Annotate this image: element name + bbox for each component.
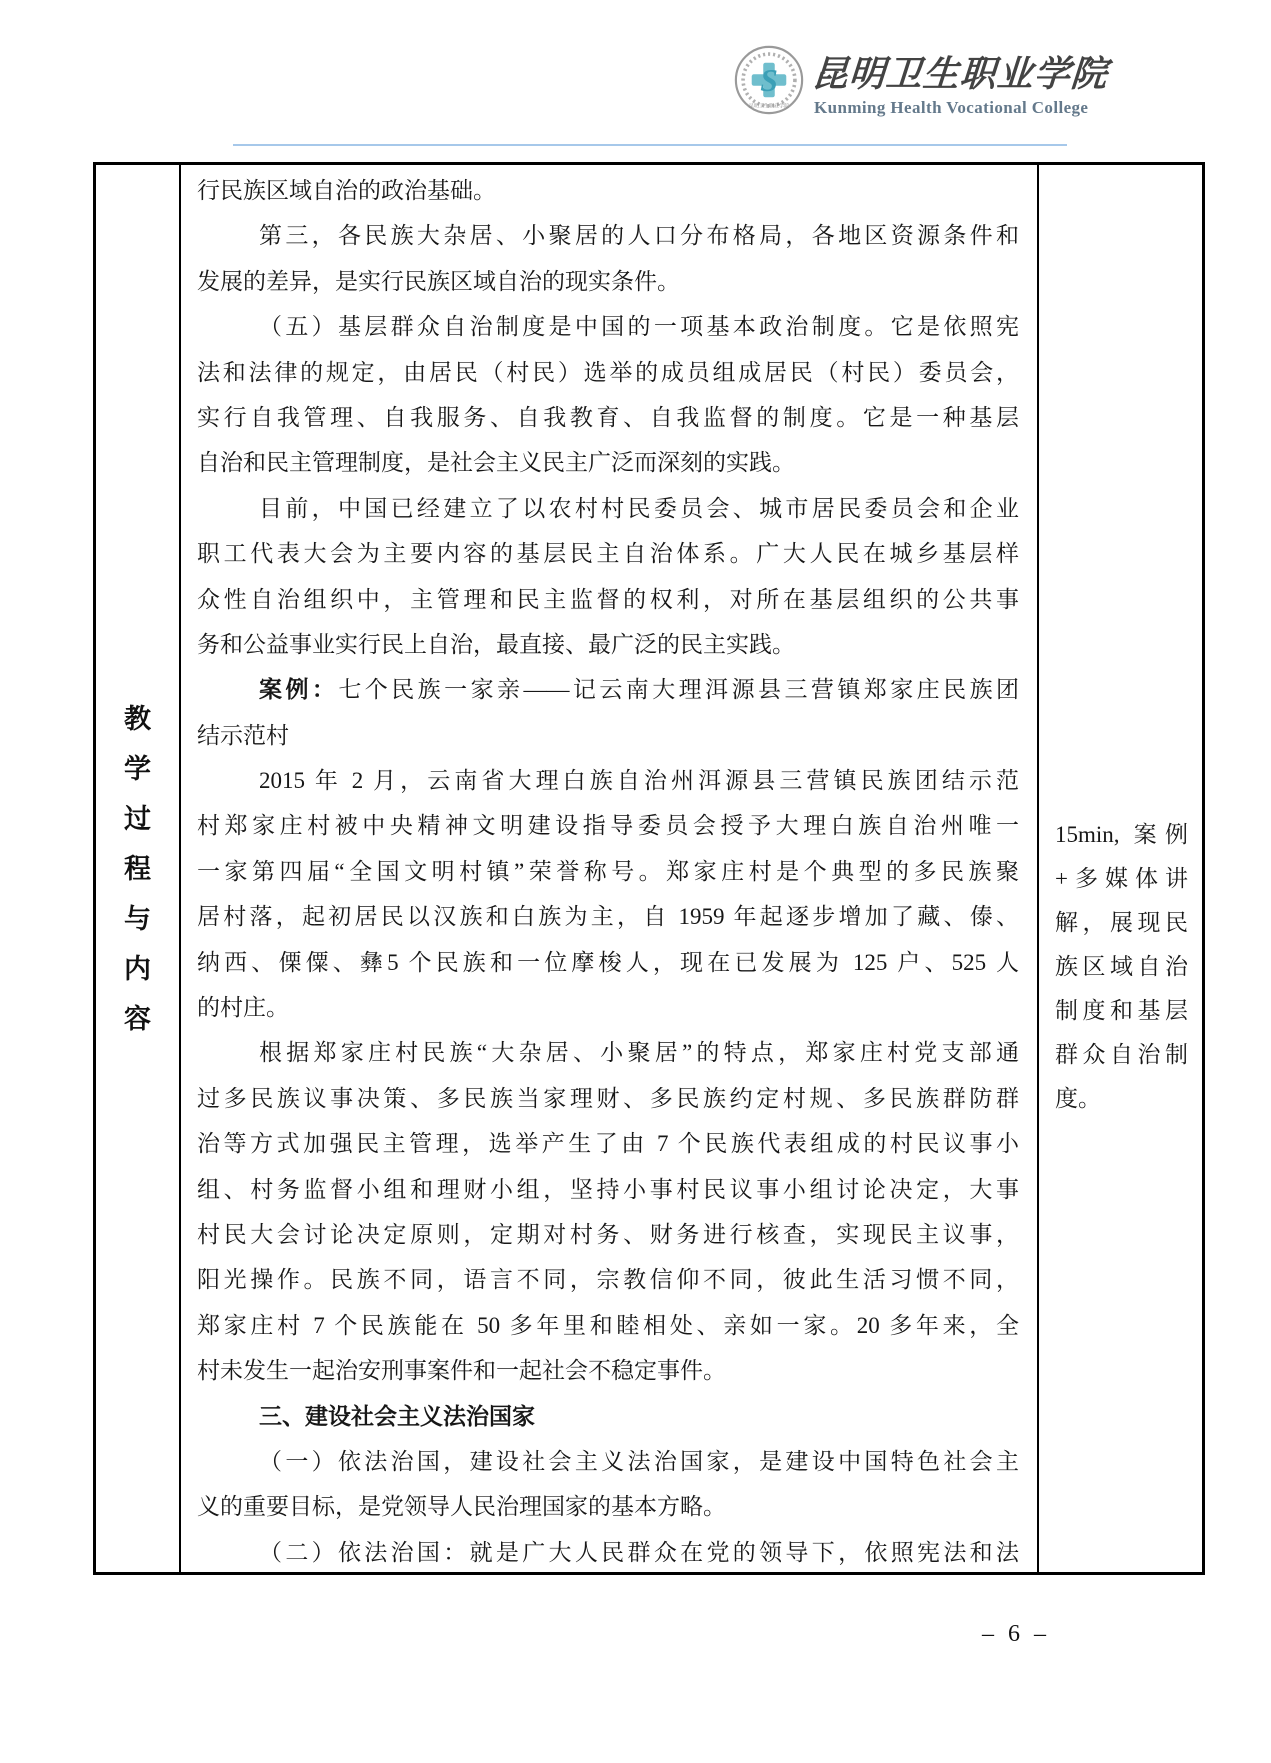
content-line: 根据郑家庄村民族“大杂居、小聚居”的特点，郑家庄村党支部通 bbox=[259, 1040, 1019, 1066]
content-line: （一）依法治国，建设社会主义法治国家，是建设中国特色社会主 bbox=[259, 1448, 1019, 1474]
content-line: 组、村务监督小组和理财小组，坚持小事村民议事小组讨论决定，大事 bbox=[197, 1176, 1019, 1202]
content-line: 目前，中国已经建立了以农村村民委员会、城市居民委员会和企业 bbox=[259, 495, 1019, 521]
content-line: 郑家庄村 7 个民族能在 50 多年里和睦相处、亲如一家。20 多年来，全 bbox=[197, 1312, 1019, 1338]
content-line: 村民大会讨论决定原则，定期对村务、财务进行核查，实现民主议事， bbox=[197, 1221, 1019, 1247]
row-header-char: 过 bbox=[124, 803, 151, 834]
case-label: 案例： bbox=[259, 676, 339, 703]
content-line: 发展的差异，是实行民族区域自治的现实条件。 bbox=[197, 268, 680, 294]
time-method-note: 15min, 案例+多媒体讲解，展现民族区域自治制度和基层群众自治制度。 bbox=[1055, 822, 1188, 1111]
row-header-char: 容 bbox=[124, 1003, 151, 1034]
svg-text:S: S bbox=[760, 62, 778, 98]
college-name-english: Kunming Health Vocational College bbox=[814, 98, 1089, 117]
content-line: 务和公益事业实行民上自治，最直接、最广泛的民主实践。 bbox=[197, 631, 795, 657]
content-line: 村未发生一起治安刑事案件和一起社会不稳定事件。 bbox=[197, 1358, 726, 1384]
college-seal-logo bbox=[733, 42, 805, 118]
row-header-vertical-label bbox=[96, 165, 181, 1572]
content-line: 三、建设社会主义法治国家 bbox=[259, 1402, 535, 1429]
college-seal-icon bbox=[733, 42, 805, 118]
svg-text:昆明卫生职业学院: 昆明卫生职业学院 bbox=[748, 103, 790, 110]
row-header-char: 学 bbox=[124, 753, 151, 784]
page-number: – 6 – bbox=[982, 1621, 1050, 1647]
content-line: 义的重要目标，是党领导人民治理国家的基本方略。 bbox=[197, 1494, 726, 1520]
content-line: 职工代表大会为主要内容的基层民主自治体系。广大人民在城乡基层样 bbox=[197, 541, 1019, 567]
content-line: 自治和民主管理制度，是社会主义民主广泛而深刻的实践。 bbox=[197, 450, 795, 476]
content-line: 一家第四届“全国文明村镇”荣誉称号。郑家庄村是个典型的多民族聚 bbox=[197, 858, 1019, 884]
row-header-char: 内 bbox=[124, 953, 151, 984]
content-line: 众性自治组织中，主管理和民主监督的权利，对所在基层组织的公共事 bbox=[197, 586, 1019, 612]
row-header-char: 教 bbox=[124, 703, 151, 734]
content-line: 过多民族议事决策、多民族当家理财、多民族约定村规、多民族群防群 bbox=[197, 1085, 1019, 1111]
content-line: 阳光操作。民族不同，语言不同，宗教信仰不同，彼此生活习惯不同， bbox=[197, 1267, 1019, 1293]
college-name-chinese: 昆明卫生职业学院 bbox=[810, 54, 1110, 94]
content-line: （五）基层群众自治制度是中国的一项基本政治制度。它是依照宪 bbox=[259, 314, 1019, 340]
content-line: 案例：七个民族一家亲——记云南大理洱源县三营镇郑家庄民族团 bbox=[259, 676, 1019, 703]
content-line: （二）依法治国：就是广大人民群众在党的领导下，依照宪法和法 bbox=[259, 1539, 1019, 1565]
content-line: 第三，各民族大杂居、小聚居的人口分布格局，各地区资源条件和 bbox=[259, 223, 1019, 249]
row-header-char: 与 bbox=[124, 903, 151, 934]
time-method-note-cell bbox=[1039, 165, 1202, 1572]
lesson-content bbox=[181, 165, 1039, 1572]
lesson-plan-table bbox=[93, 162, 1205, 1575]
content-line: 村郑家庄村被中央精神文明建设指导委员会授予大理白族自治州唯一 bbox=[197, 813, 1019, 839]
row-header-char: 程 bbox=[124, 853, 151, 884]
content-line: 纳西、傈僳、彝5 个民族和一位摩梭人，现在已发展为 125 户、525 人 bbox=[197, 949, 1019, 975]
content-line: 实行自我管理、自我服务、自我教育、自我监督的制度。它是一种基层 bbox=[197, 404, 1019, 430]
content-line: 的村庄。 bbox=[197, 995, 289, 1021]
header-divider-line bbox=[233, 144, 1067, 146]
content-line: 居村落，起初居民以汉族和白族为主，自 1959 年起逐步增加了藏、傣、 bbox=[197, 904, 1019, 930]
content-line: 行民族区域自治的政治基础。 bbox=[197, 178, 496, 203]
content-line: 2015 年 2 月，云南省大理白族自治州洱源县三营镇民族团结示范 bbox=[259, 768, 1019, 794]
content-line: 法和法律的规定，由居民（村民）选举的成员组成居民（村民）委员会， bbox=[197, 359, 1019, 385]
content-line: 治等方式加强民主管理，选举产生了由 7 个民族代表组成的村民议事小 bbox=[197, 1131, 1019, 1157]
content-line: 结示范村 bbox=[197, 722, 289, 748]
